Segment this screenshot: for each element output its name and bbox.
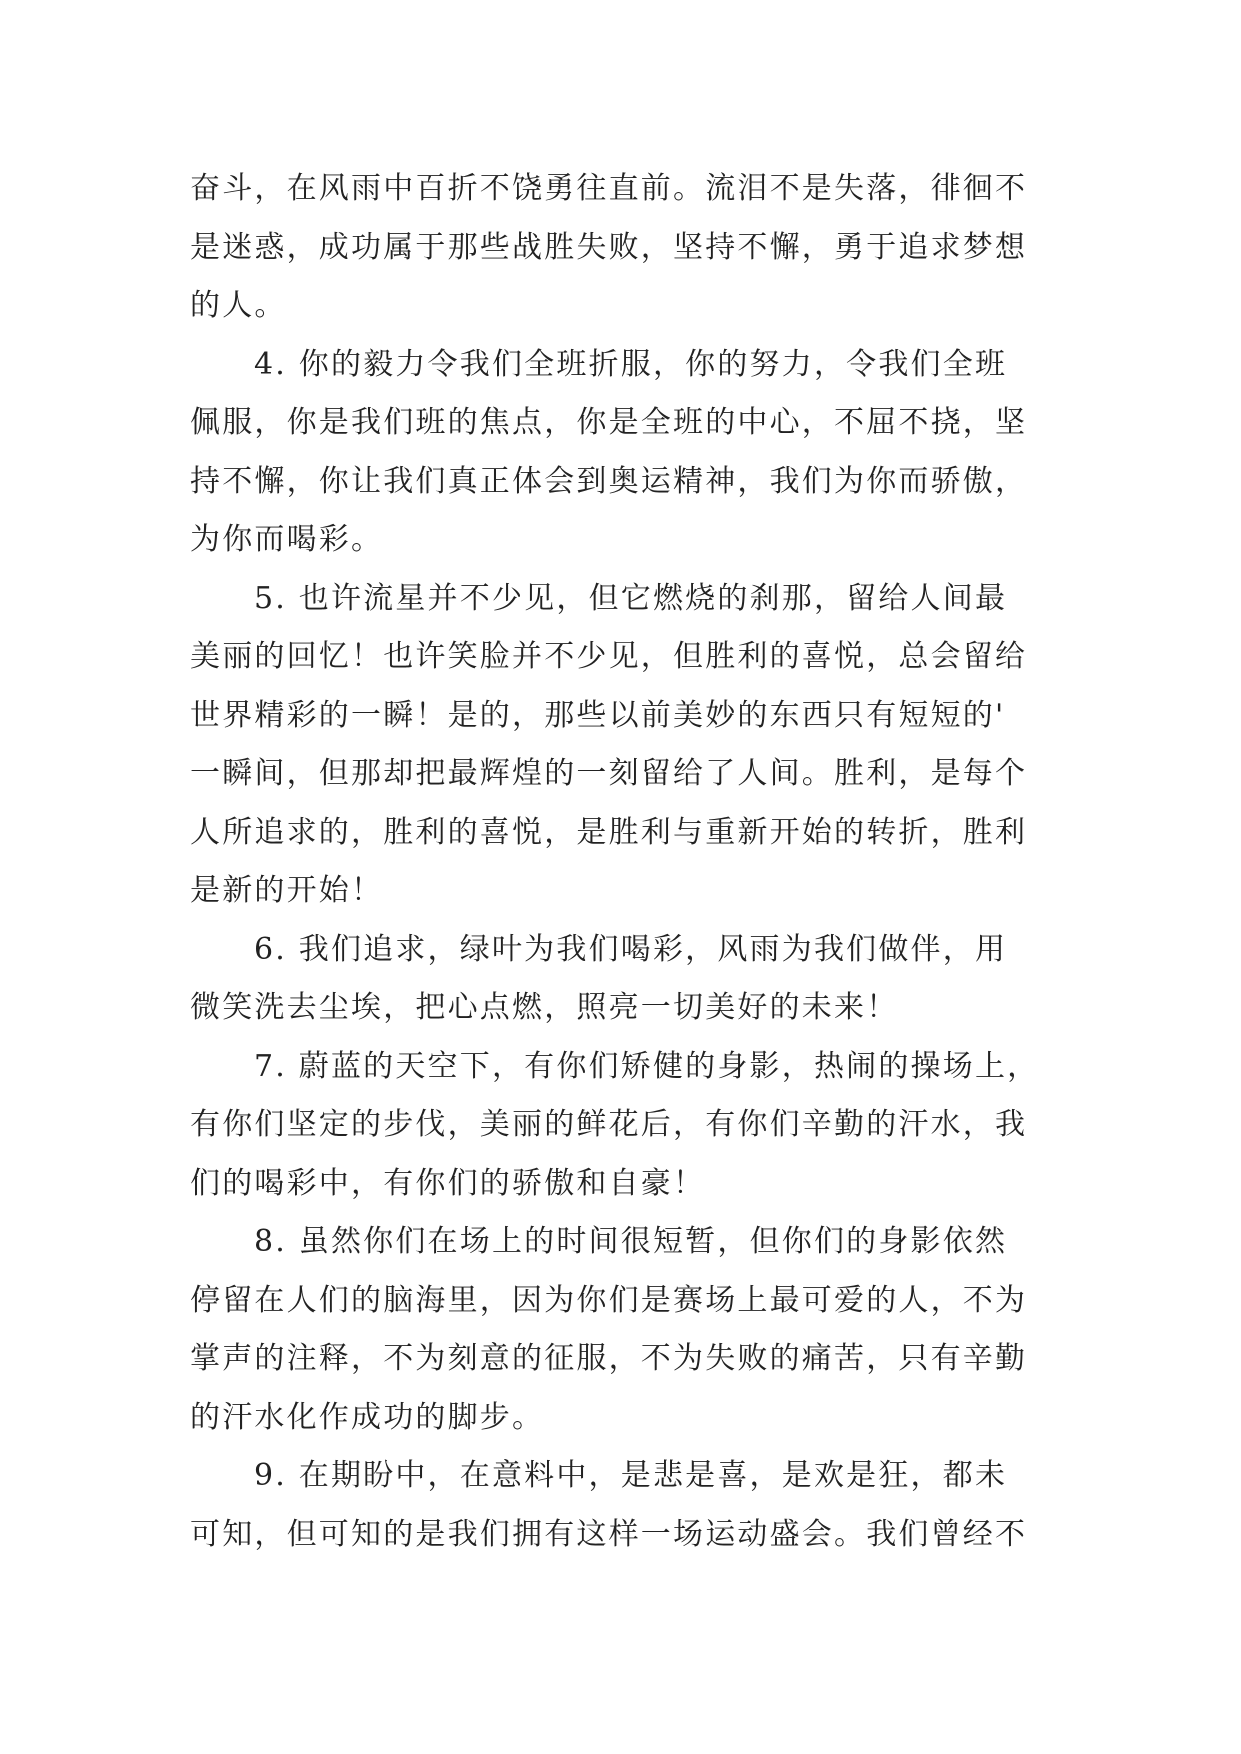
text-line: 佩服，你是我们班的焦点，你是全班的中心，不屈不挠，坚	[190, 405, 1028, 440]
paragraph-start-line: 4. 你的毅力令我们全班折服，你的努力，令我们全班	[254, 346, 1008, 382]
text-line: 停留在人们的脑海里，因为你们是赛场上最可爱的人，不为	[190, 1282, 1028, 1318]
text-line: 一瞬间，但那却把最辉煌的一刻留给了人间。胜利，是每个	[190, 756, 1028, 791]
text-line: 美丽的回忆！也许笑脸并不少见，但胜利的喜悦，总会留给	[190, 639, 1028, 674]
paragraph-start-line: 8. 虽然你们在场上的时间很短暂，但你们的身影依然	[254, 1224, 1008, 1259]
text-line: 们的喝彩中，有你们的骄傲和自豪！	[190, 1165, 706, 1201]
text-line: 微笑洗去尘埃，把心点燃，照亮一切美好的未来！	[190, 990, 899, 1025]
text-line: 世界精彩的一瞬！是的，那些以前美妙的东西只有短短的'	[190, 697, 1006, 733]
text-line: 掌声的注释，不为刻意的征服，不为失败的痛苦，只有辛勤	[190, 1341, 1028, 1376]
text-line: 奋斗，在风雨中百折不饶勇往直前。流泪不是失落，徘徊不	[190, 171, 1028, 206]
document-body	[190, 160, 1070, 1564]
paragraph-start-line: 5. 也许流星并不少见，但它燃烧的刹那，留给人间最	[254, 580, 1008, 616]
text-line: 是迷惑，成功属于那些战胜失败，坚持不懈，勇于追求梦想	[190, 229, 1028, 265]
text-line: 是新的开始！	[190, 873, 384, 908]
paragraph-start-line: 7. 蔚蓝的天空下，有你们矫健的身影，热闹的操场上，	[254, 1048, 1040, 1084]
text-line: 可知，但可知的是我们拥有这样一场运动盛会。我们曾经不	[190, 1516, 1028, 1552]
text-line: 的汗水化作成功的脚步。	[190, 1399, 545, 1435]
text-line: 的人。	[190, 288, 287, 323]
text-line: 人所追求的，胜利的喜悦，是胜利与重新开始的转折，胜利	[190, 814, 1028, 850]
text-line: 持不懈，你让我们真正体会到奥运精神，我们为你而骄傲，	[190, 463, 1028, 499]
paragraph-start-line: 6. 我们追求，绿叶为我们喝彩，风雨为我们做伴，用	[254, 931, 1008, 967]
paragraph-start-line: 9. 在期盼中，在意料中，是悲是喜，是欢是狂，都未	[254, 1458, 1008, 1493]
text-line: 有你们坚定的步伐，美丽的鲜花后，有你们辛勤的汗水，我	[190, 1107, 1028, 1142]
text-line: 为你而喝彩。	[190, 522, 384, 557]
